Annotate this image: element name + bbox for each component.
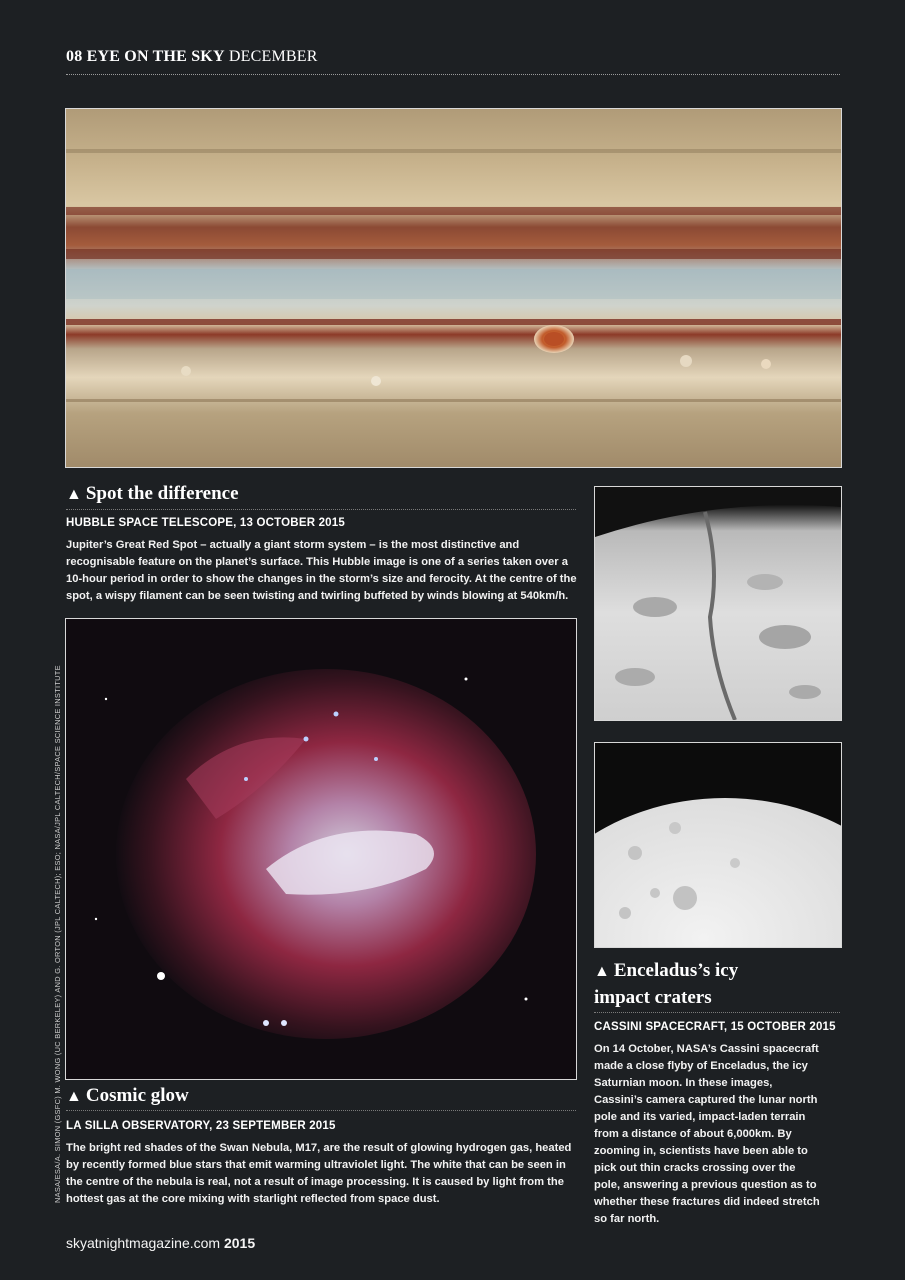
jupiter-caption-body: Jupiter’s Great Red Spot – actually a giant storm system – is the most distinctive and recognisable feature on the planet’s surface. This Hubble image is one of a series taken over a 10-hour period in order to show the changes in the storm’s size and ferocity. At the centre of the spot, a wispy filament can be seen twisting and twirling buffeted by winds blowing at 540km/h. — [66, 539, 577, 602]
up-triangle-icon: ▲ — [594, 963, 610, 980]
page-footer — [66, 1235, 255, 1251]
divider — [66, 1110, 576, 1111]
jupiter-caption-subtitle: HUBBLE SPACE TELESCOPE, 13 OCTOBER 2015 — [66, 517, 345, 529]
up-triangle-icon: ▲ — [66, 1088, 82, 1105]
up-triangle-icon: ▲ — [66, 486, 82, 503]
footer-site: skyatnightmagazine.com — [66, 1235, 221, 1251]
footer-year: 2015 — [223, 1235, 256, 1251]
nebula-caption-body: The bright red shades of the Swan Nebula, M17, are the result of glowing hydrogen gas, heated by recently formed blue stars that emit warming ultraviolet light. The white that can be seen in the centre of the nebula is real, not a result of image processing. It is caused by light from the hottest gas at the core mixing with starlight reflected from space dust. — [66, 1142, 572, 1205]
nebula-image — [65, 618, 577, 1080]
divider — [66, 509, 576, 510]
page-header — [66, 48, 840, 75]
jupiter-caption-title: ▲ Spot the difference — [66, 483, 239, 504]
divider — [594, 1012, 840, 1013]
enceladus-closeup-image — [594, 486, 842, 721]
section-title: 08 EYE ON THE SKY — [66, 48, 225, 65]
header-month: DECEMBER — [228, 48, 318, 65]
photo-credit: NASA/ESA/A. SIMON (GSFC) M. WONG (UC BERKELEY) AND G. ORTON (JPL CALTECH); ESO; NASA/JPL CALTECH/SPACE SCIENCE INSTITUTE — [53, 665, 62, 1203]
nebula-caption-title: ▲ Cosmic glow — [66, 1085, 189, 1106]
enceladus-limb-image — [594, 742, 842, 948]
nebula-caption-subtitle: LA SILLA OBSERVATORY, 23 SEPTEMBER 2015 — [66, 1120, 336, 1132]
enceladus-caption-subtitle: CASSINI SPACECRAFT, 15 OCTOBER 2015 — [594, 1021, 836, 1033]
enceladus-caption-body: On 14 October, NASA’s Cassini spacecraft made a close flyby of Enceladus, the icy Saturnian moon. In these images, Cassini’s camera captured the lunar north pole and its varied, impact-laden terrain from a distance of about 6,000km. By zooming in, scientists have been able to pick out thin cracks crossing over the pole, answering a previous question as to whether these fractures did indeed stretch so far north. — [594, 1043, 820, 1225]
jupiter-image — [65, 108, 842, 468]
enceladus-caption-title: ▲ Enceladus’s icy impact craters — [594, 960, 739, 1008]
